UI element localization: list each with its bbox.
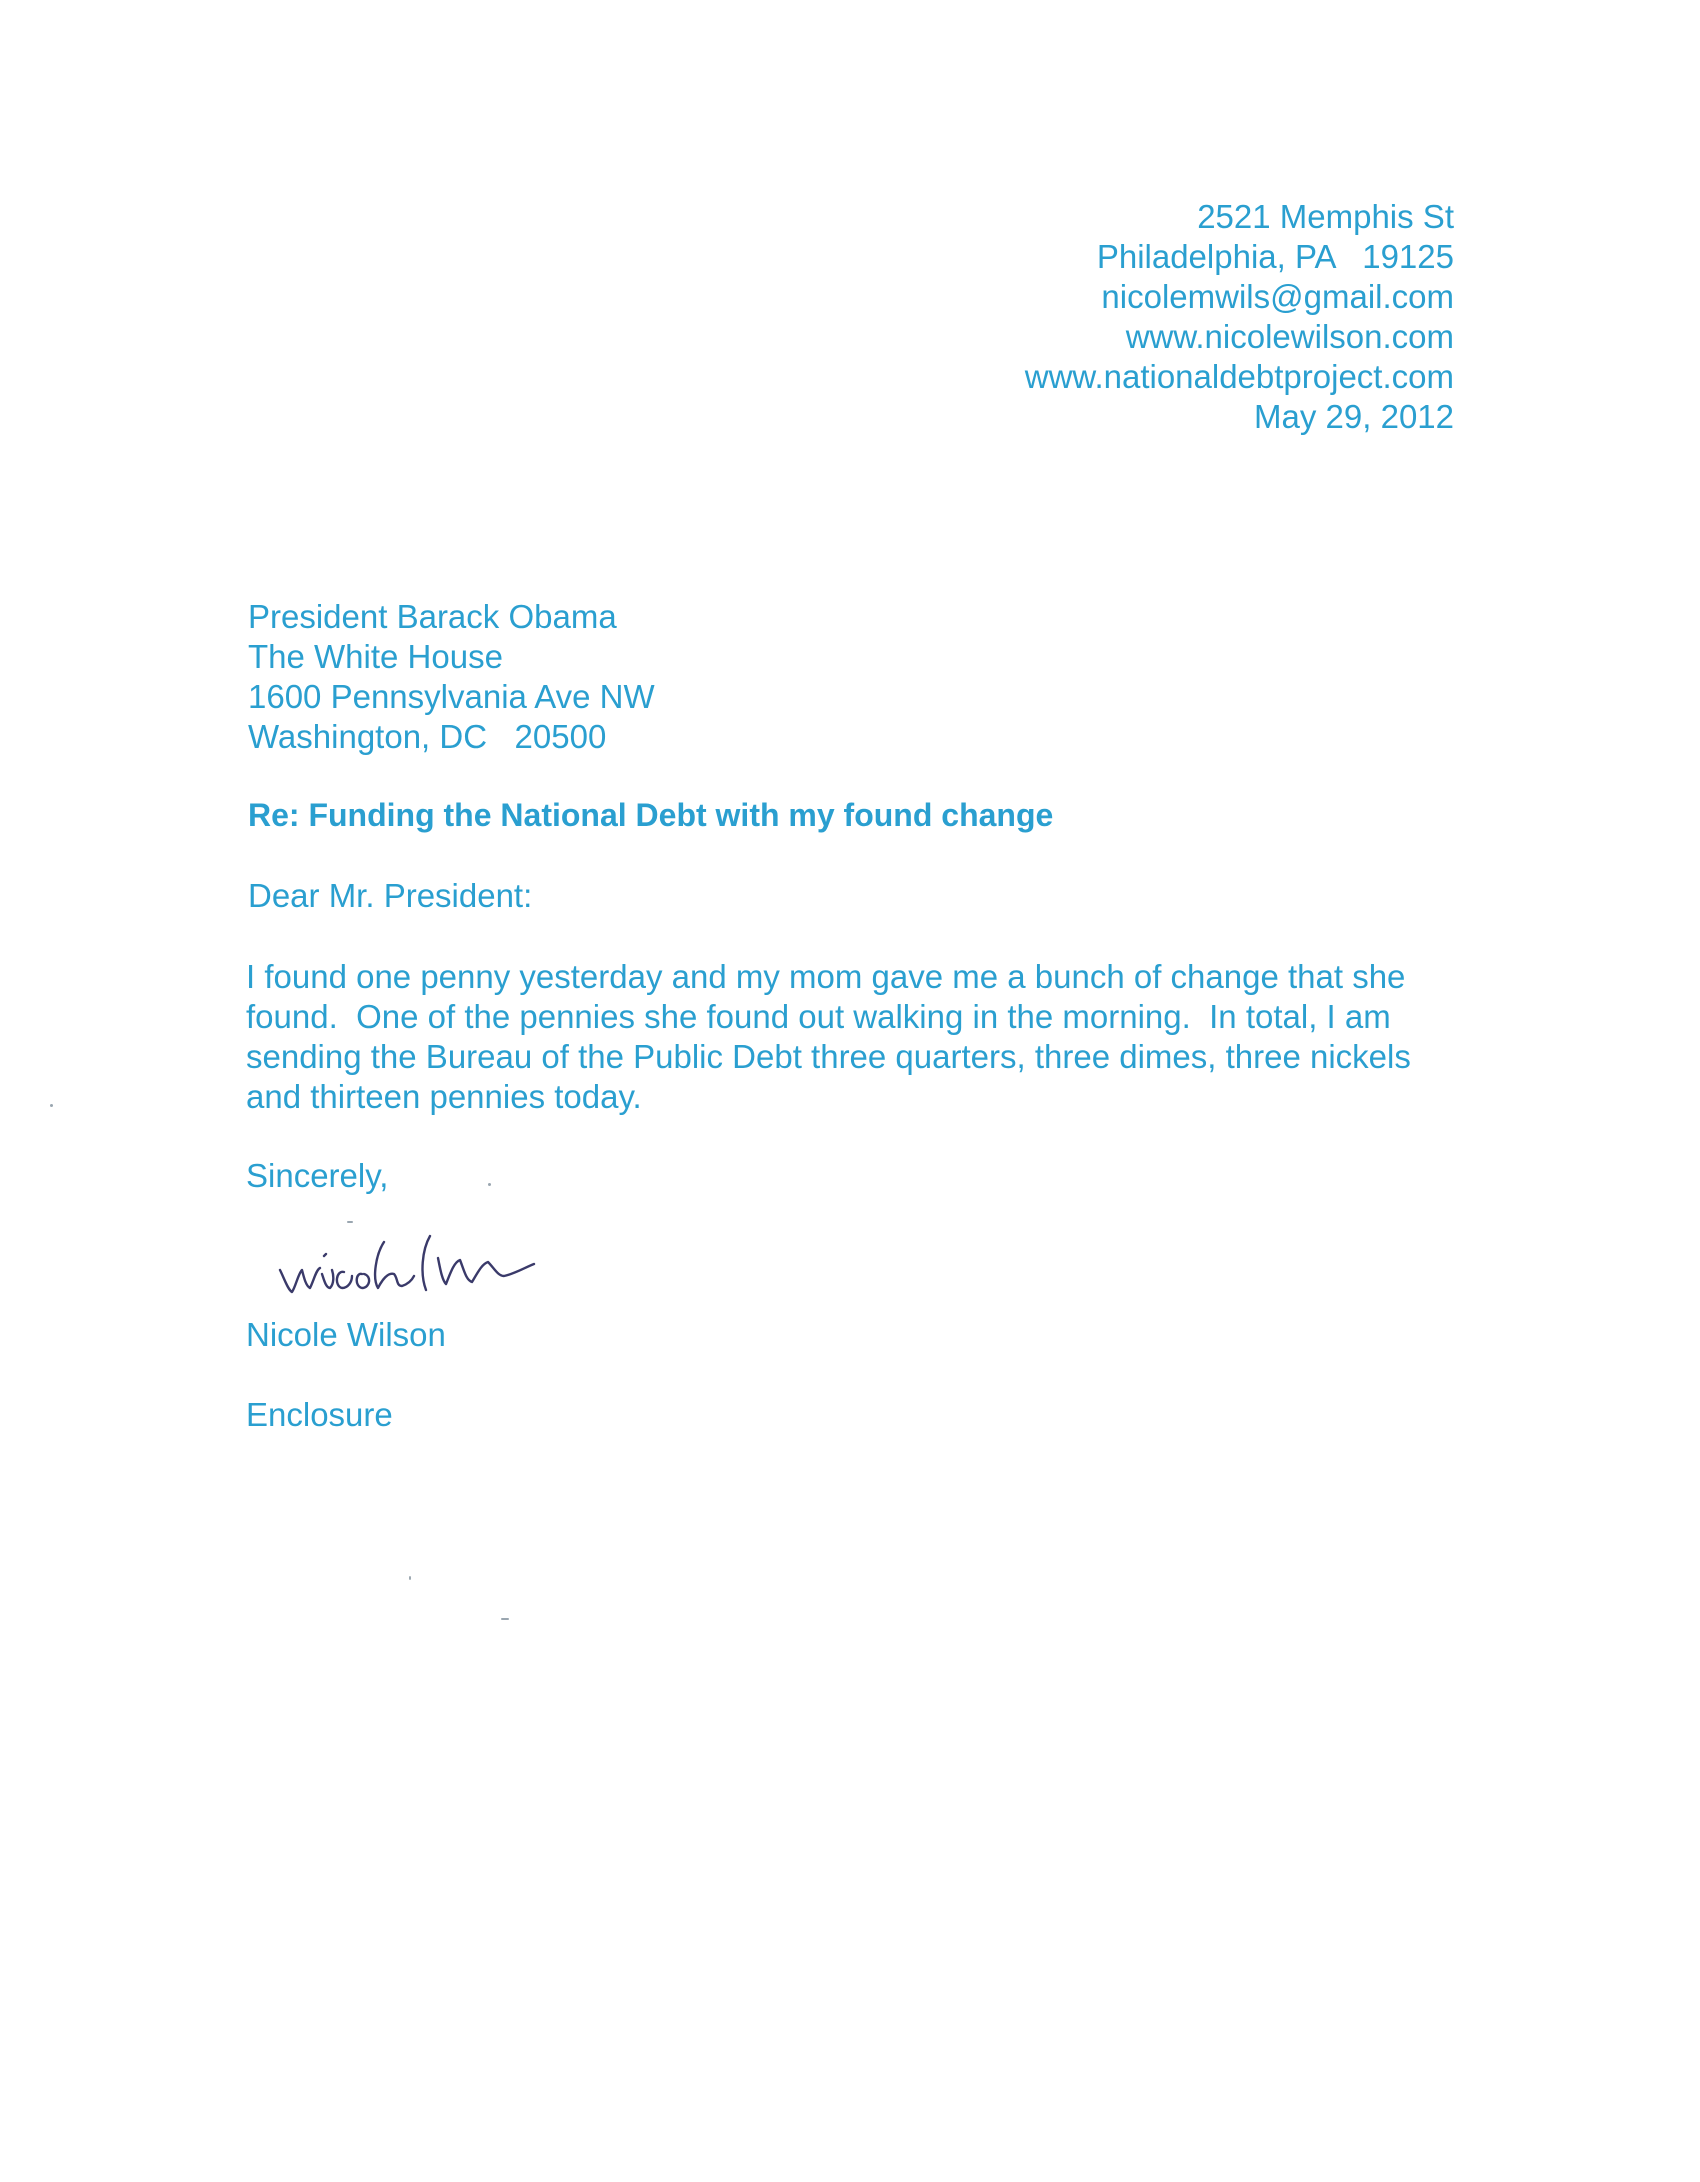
scan-speck: [50, 1104, 53, 1107]
handwritten-signature: [272, 1218, 652, 1308]
recipient-address-block: [248, 597, 655, 757]
letter-body: [246, 957, 1411, 1117]
signer-name: Nicole Wilson: [246, 1316, 446, 1353]
closing: Sincerely,: [246, 1157, 389, 1194]
sender-email: nicolemwils@gmail.com: [1101, 278, 1454, 315]
enclosure-note: Enclosure: [246, 1396, 393, 1433]
sender-address-block: [1025, 197, 1454, 437]
salutation: Dear Mr. President:: [248, 877, 533, 914]
body-line: found. One of the pennies she found out walking in the morning. In total, I am: [246, 998, 1391, 1035]
scan-speck: [409, 1576, 411, 1580]
subject-line: Re: Funding the National Debt with my found change: [248, 797, 1054, 833]
recipient-organization: The White House: [248, 638, 503, 675]
sender-street: 2521 Memphis St: [1197, 198, 1454, 235]
body-line: sending the Bureau of the Public Debt three quarters, three dimes, three nickels: [246, 1038, 1411, 1075]
recipient-street: 1600 Pennsylvania Ave NW: [248, 678, 655, 715]
body-line: and thirteen pennies today.: [246, 1078, 642, 1115]
scan-speck: [347, 1221, 353, 1223]
sender-website-2: www.nationaldebtproject.com: [1024, 358, 1454, 395]
body-line: I found one penny yesterday and my mom gave me a bunch of change that she: [246, 958, 1406, 995]
recipient-name: President Barack Obama: [248, 598, 617, 635]
scan-speck: [501, 1618, 509, 1620]
sender-city-state-zip: Philadelphia, PA 19125: [1096, 238, 1454, 275]
recipient-city-state-zip: Washington, DC 20500: [248, 718, 607, 755]
scan-speck: [488, 1183, 491, 1186]
letter-date: May 29, 2012: [1254, 398, 1454, 435]
sender-website-1: www.nicolewilson.com: [1125, 318, 1454, 355]
